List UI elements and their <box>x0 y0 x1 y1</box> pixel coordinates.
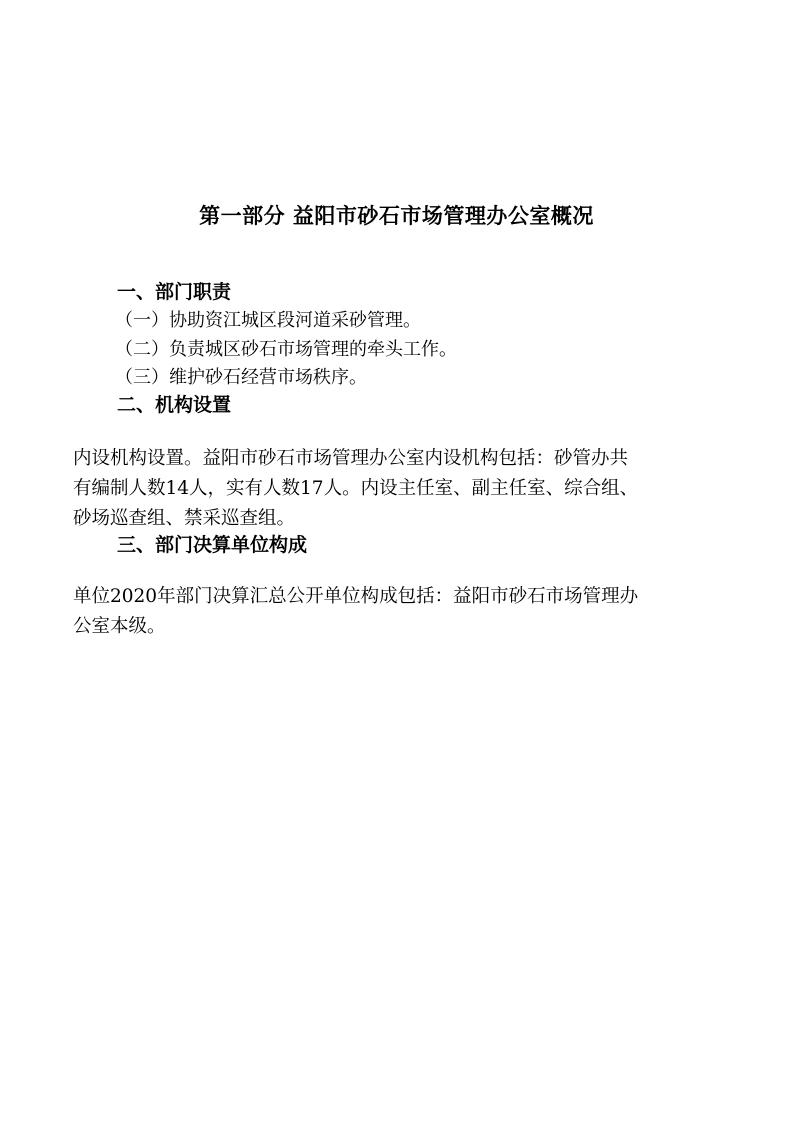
organization-line-3: 砂场巡查组、禁采巡查组。 <box>73 508 296 529</box>
section-heading-duties: 一、部门职责 <box>117 281 232 303</box>
units-paragraph <box>73 582 723 642</box>
units-line-2: 公室本级。 <box>73 616 166 637</box>
organization-paragraph <box>73 444 723 534</box>
duty-item-1: （一）协助资江城区段河道采砂管理。 <box>115 310 421 331</box>
organization-line-2: 有编制人数14人，实有人数17人。内设主任室、副主任室、综合组、 <box>73 478 639 499</box>
duty-item-2: （二）负责城区砂石市场管理的牵头工作。 <box>115 339 457 360</box>
duty-item-3: （三）维护砂石经营市场秩序。 <box>115 367 367 388</box>
organization-line-1: 内设机构设置。益阳市砂石市场管理办公室内设机构包括：砂管办共 <box>73 448 629 469</box>
section-heading-units: 三、部门决算单位构成 <box>117 534 308 556</box>
section-heading-organization: 二、机构设置 <box>117 394 232 416</box>
page-title: 第一部分 益阳市砂石市场管理办公室概况 <box>199 204 594 228</box>
units-line-1: 单位2020年部门决算汇总公开单位构成包括：益阳市砂石市场管理办 <box>73 586 639 607</box>
